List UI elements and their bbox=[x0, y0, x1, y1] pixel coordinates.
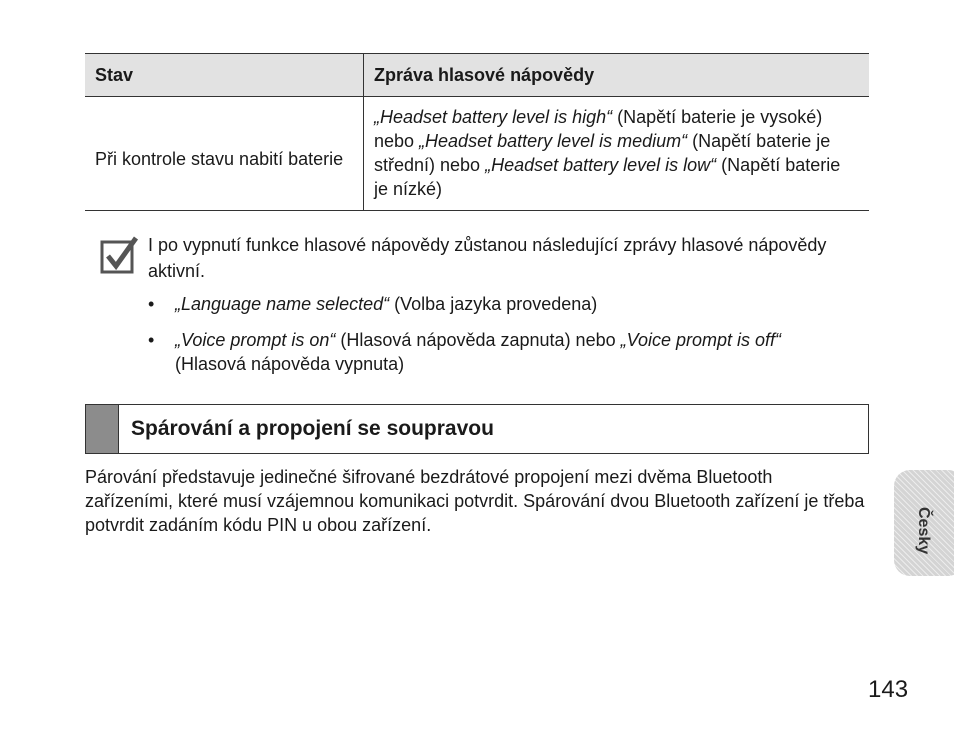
language-tab-label: Česky bbox=[915, 507, 932, 555]
bullet: • bbox=[148, 330, 155, 350]
prompt-translation-2: (Hlasová nápověda vypnuta) bbox=[175, 354, 405, 374]
prompt-text-2: „Voice prompt is off“ bbox=[620, 330, 781, 350]
section-title: Spárování a propojení se soupravou bbox=[131, 417, 494, 440]
pairing-paragraph: Párování představuje jedinečné šifrované bezdrátové propojení mezi dvěma Bluetooth zařízeními, které musí vzájemnou komunikaci potvrdit. Spárování dvou Bluetooth zařízení je třeba potvrdit zadáním kódu PIN u obou zařízení. bbox=[85, 467, 865, 535]
checkbox-check-icon bbox=[100, 236, 140, 276]
header-message: Zpráva hlasové nápovědy bbox=[364, 54, 870, 97]
section-marker bbox=[86, 405, 119, 453]
list-item bbox=[148, 292, 848, 316]
note-text: I po vypnutí funkce hlasové nápovědy zůstanou následující zprávy hlasové nápovědy aktivní. bbox=[148, 235, 827, 281]
language-tab bbox=[894, 470, 954, 576]
prompt-high-translation: (Napětí baterie je vysoké) nebo bbox=[374, 107, 823, 151]
list-item bbox=[148, 328, 848, 376]
header-state: Stav bbox=[85, 54, 364, 97]
page-number: 143 bbox=[868, 676, 909, 703]
voice-prompt-table bbox=[85, 53, 869, 211]
section-header bbox=[85, 404, 869, 454]
prompt-medium: „Headset battery level is medium“ bbox=[419, 131, 688, 151]
table-row bbox=[85, 97, 869, 211]
prompt-medium-translation: (Napětí baterie je střední) nebo bbox=[374, 131, 831, 175]
cell-message bbox=[364, 97, 870, 211]
cell-state: Při kontrole stavu nabití baterie bbox=[85, 97, 364, 211]
active-prompts-list bbox=[148, 292, 848, 388]
prompt-high: „Headset battery level is high“ bbox=[374, 107, 613, 127]
prompt-text: „Language name selected“ bbox=[175, 294, 390, 314]
bullet: • bbox=[148, 294, 155, 314]
prompt-translation: (Volba jazyka provedena) bbox=[389, 294, 598, 314]
prompt-translation: (Hlasová nápověda zapnuta) nebo bbox=[335, 330, 621, 350]
table-header-row bbox=[85, 54, 869, 97]
prompt-low-translation: (Napětí baterie je nízké) bbox=[374, 155, 841, 199]
prompt-text: „Voice prompt is on“ bbox=[175, 330, 336, 350]
prompt-low: „Headset battery level is low“ bbox=[485, 155, 717, 175]
